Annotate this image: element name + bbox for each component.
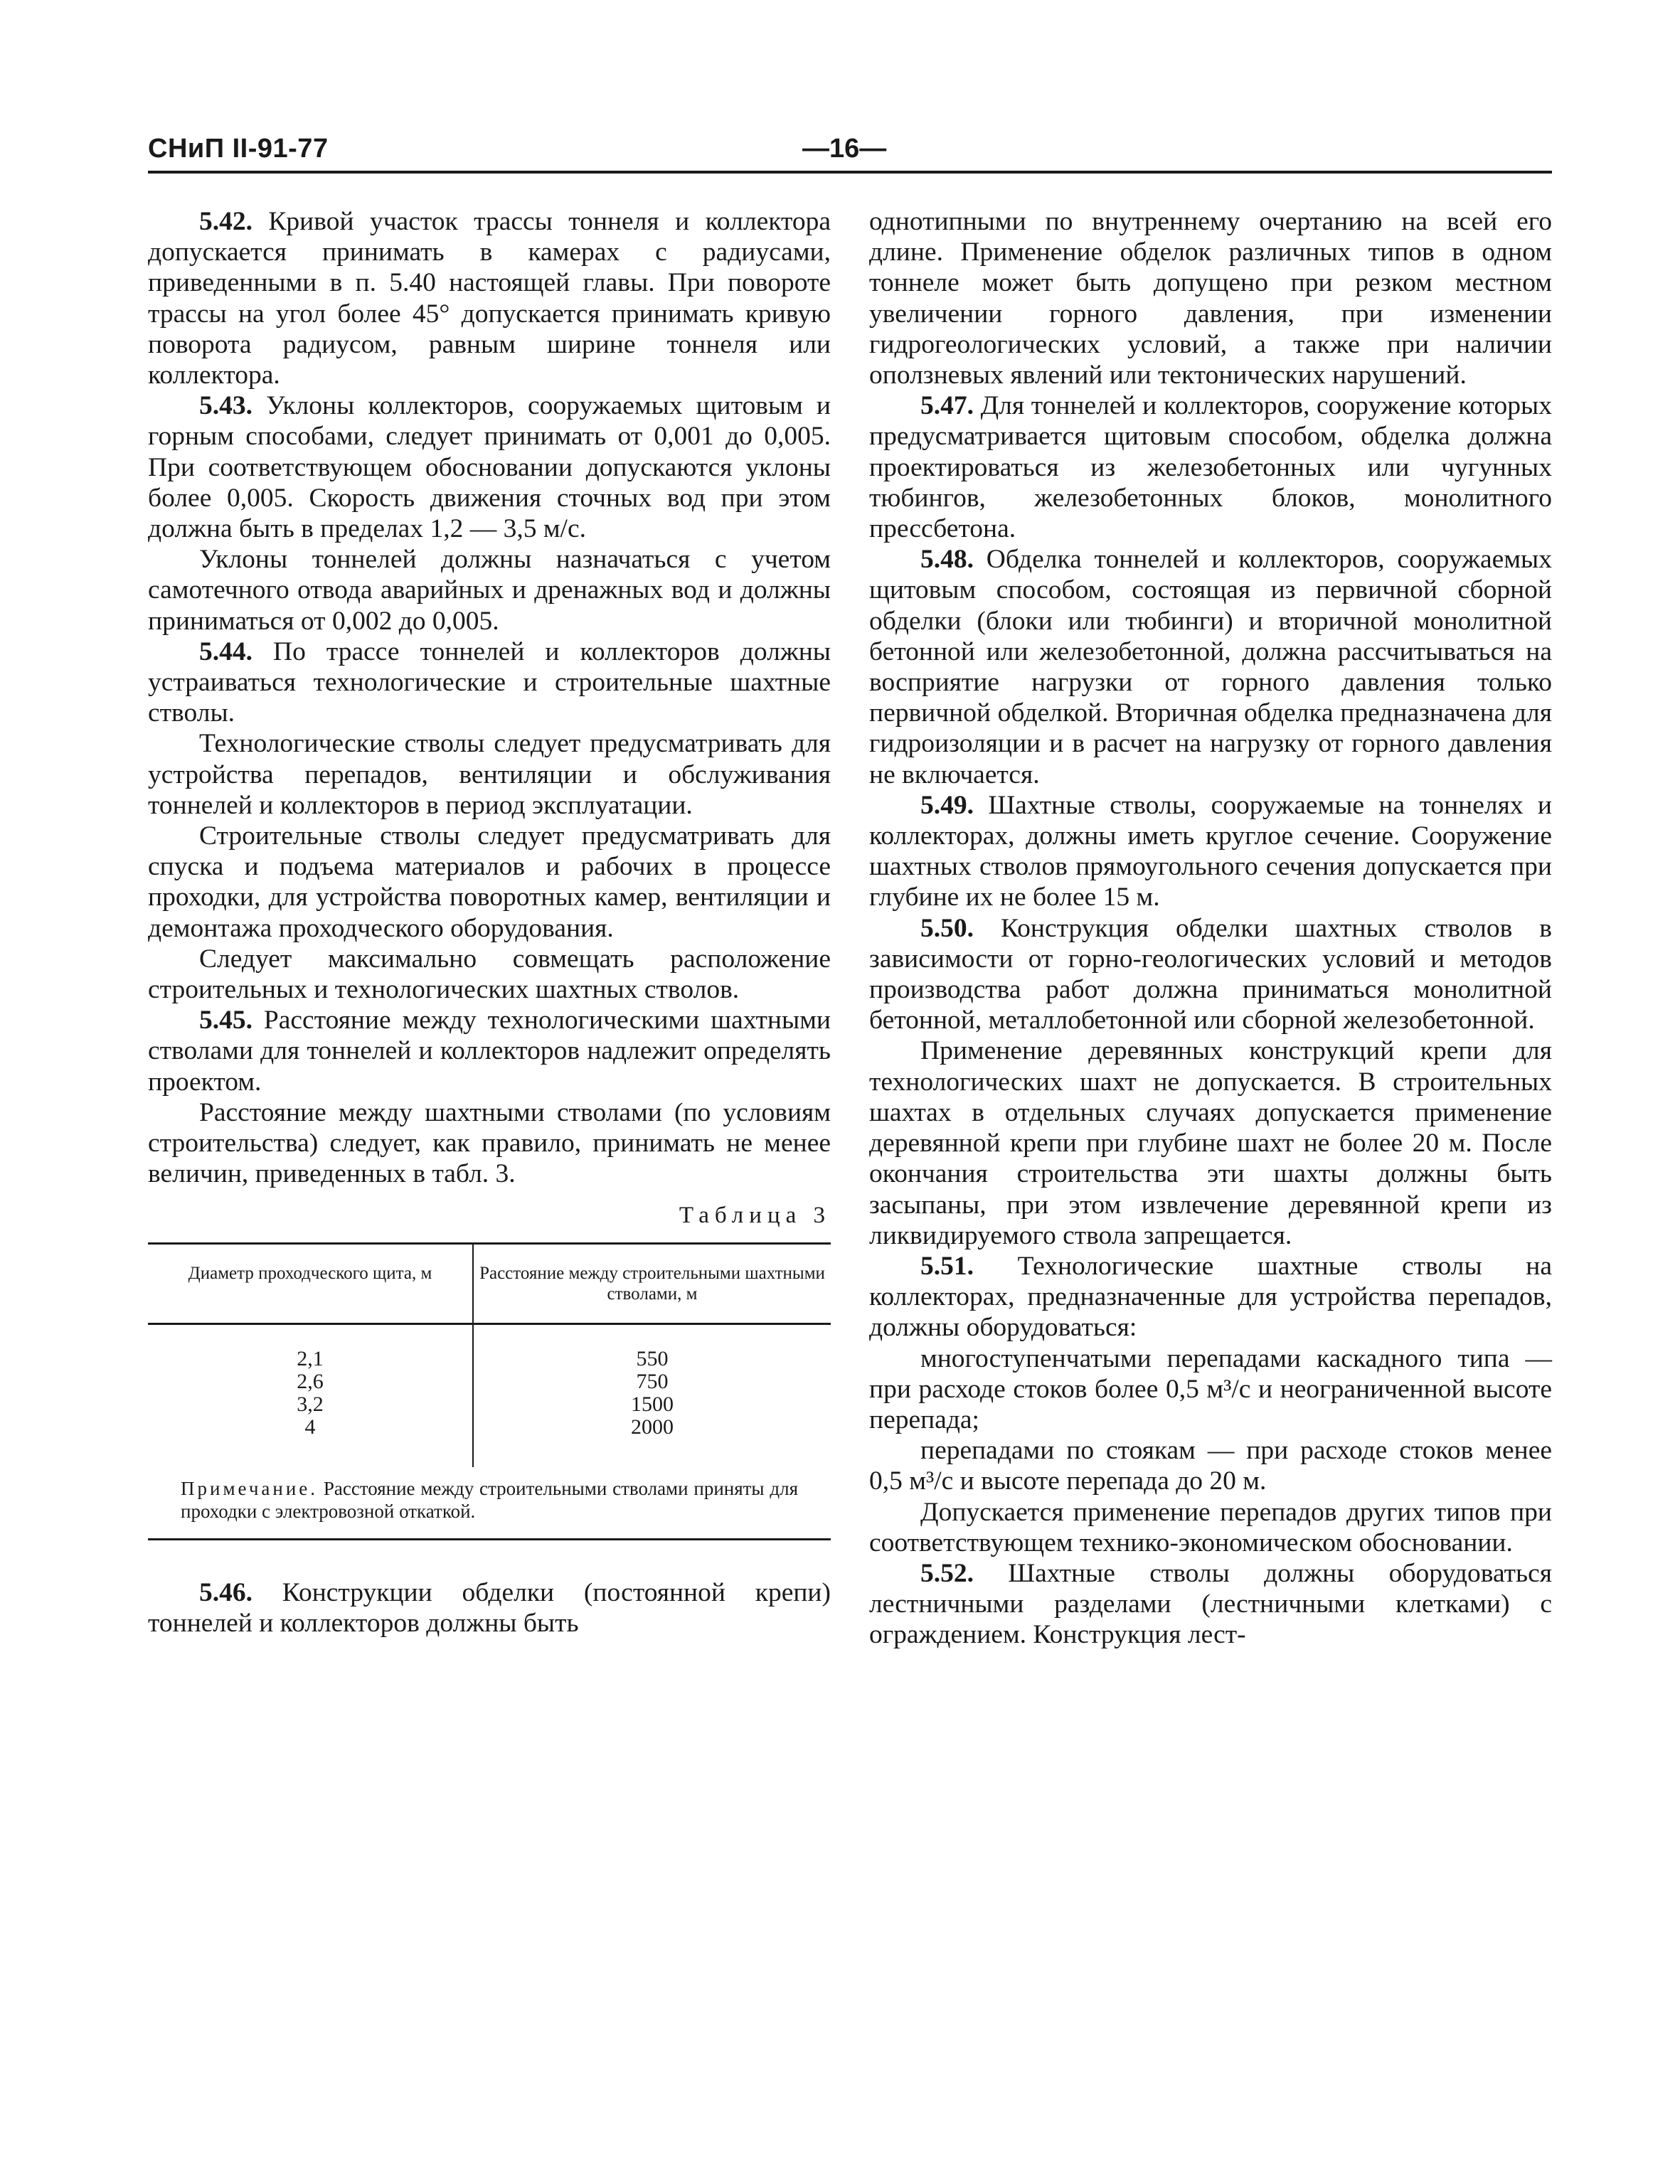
table-3 — [148, 1242, 831, 1540]
clause-5-51: 5.51. Технологические шахтные стволы на коллекторах, предназначенные для устройства перепадов, должны оборудоваться: — [869, 1251, 1552, 1343]
left-column — [148, 206, 831, 1639]
clause-5-45-paragraph-2: Расстояние между шахтными стволами (по условиям строительства) следует, как правило, принимать не менее величин, приведенных в табл. 3. — [148, 1097, 831, 1189]
table-header-row — [148, 1245, 831, 1325]
clause-5-45: 5.45. Расстояние между технологическими шахтными стволами для тоннелей и коллекторов надлежит определять проектом. — [148, 1006, 831, 1097]
clause-5-43-paragraph-2: Уклоны тоннелей должны назначаться с учетом самотечного отвода аварийных и дренажных вод и должны приниматься от 0,002 до 0,005. — [148, 545, 831, 636]
page-number: —16— — [802, 134, 887, 164]
clause-5-44-paragraph-3: Строительные стволы следует предусматривать для спуска и подъема материалов и рабочих в процессе проходки, для устройства поворотных камер, вентиляции и демонтажа проходческого оборудования. — [148, 821, 831, 943]
table-note-label: Примечание. — [181, 1477, 319, 1499]
table-caption: Таблица 3 — [679, 1202, 831, 1228]
table-cell-diameter: 2,1 — [297, 1346, 324, 1370]
clause-5-44: 5.44. По трассе тоннелей и коллекторов должны устраиваться технологические и строительные шахтные стволы. — [148, 636, 831, 728]
clause-5-42: 5.42. Кривой участок трассы тоннеля и коллектора допускается принимать в камерах с радиусами, приведенными в п. 5.40 настоящей главы. При повороте трассы на угол более 45° допускается принимать кривую поворота радиусом, равным ширине тоннеля или коллектора. — [148, 207, 831, 390]
clause-5-46-continuation: однотипными по внутреннему очертанию на всей его длине. Применение обделок различных типов в одном тоннеле может быть допущено при резком местном увеличении горного давления, при изменении гидрогеологических условий, а также при наличии оползневых явлений или тектонических нарушений. — [869, 207, 1552, 390]
document-code: СНиП II-91-77 — [148, 134, 329, 164]
clause-5-44-paragraph-2: Технологические стволы следует предусматривать для устройства перепадов, вентиляции и обслуживания тоннелей и коллекторов в период эксплуатации. — [148, 729, 831, 820]
table-note-text: Расстояние между строительными стволами приняты для проходки с электровозной откаткой. — [181, 1477, 798, 1522]
clause-5-48: 5.48. Обделка тоннелей и коллекторов, сооружаемых щитовым способом, состоящая из первичной сборной обделки (блоки или тюбинги) и вторичной монолитной бетонной или железобетонной, должна рассчитываться на восприятие нагрузки от горного давления только первичной обделкой. Вторичная обделка предназначена для гидроизоляции и в расчет на нагрузку от горного давления не включается. — [869, 545, 1552, 789]
clause-5-46: 5.46. Конструкции обделки (постоянной крепи) тоннелей и коллекторов должны быть — [148, 1577, 831, 1638]
table-cell-distance: 1500 — [631, 1392, 674, 1416]
table-column-distance — [474, 1348, 831, 1439]
table-cell-distance: 2000 — [631, 1415, 674, 1439]
right-column — [869, 206, 1552, 1651]
clause-5-50-paragraph-2: Применение деревянных конструкций крепи для технологических шахт не допускается. В строительных шахтах в отдельных случаях допускается применение деревянной крепи при глубине шахт не более 20 м. После окончания строительства эти шахты должны быть засыпаны, при этом извлечение деревянной крепи из ликвидируемого ствола запрещается. — [869, 1036, 1552, 1250]
header-rule — [148, 171, 1552, 174]
clause-5-47: 5.47. Для тоннелей и коллекторов, сооружение которых предусматривается щитовым способом, обделка должна проектироваться из железобетонных или чугунных тюбингов, железобетонных блоков, монолитного прессбетона. — [869, 391, 1552, 544]
clause-5-44-paragraph-4: Следует максимально совмещать расположение строительных и технологических шахтных стволов. — [148, 944, 831, 1005]
clause-5-49: 5.49. Шахтные стволы, сооружаемые на тоннелях и коллекторах, должны иметь круглое сечение. Сооружение шахтных стволов прямоугольного сечения допускается при глубине их не более 15 м. — [869, 790, 1552, 912]
table-header-distance: Расстояние между строительными шахтными стволами, м — [479, 1263, 825, 1304]
clause-5-51-item-1: многоступенчатыми перепадами каскадного типа — при расходе стоков более 0,5 м³/с и неограниченной высоте перепада; — [869, 1343, 1552, 1434]
table-header-diameter: Диаметр проходческого щита, м — [148, 1245, 474, 1323]
table-cell-diameter: 3,2 — [297, 1392, 324, 1416]
clause-5-43: 5.43. Уклоны коллекторов, сооружаемых щитовым и горным способами, следует принимать от 0,001 до 0,005. При соответствующем обосновании допускаются уклоны более 0,005. Скорость движения сточных вод при этом должна быть в пределах 1,2 — 3,5 м/с. — [148, 391, 831, 544]
table-note — [148, 1467, 831, 1538]
table-cell-distance: 550 — [636, 1346, 669, 1370]
clause-5-50: 5.50. Конструкция обделки шахтных стволов в зависимости от горно-геологических условий и методов производства работ должна приниматься монолитной бетонной, металлобетонной или сборной железобетонной. — [869, 913, 1552, 1035]
clause-5-52: 5.52. Шахтные стволы должны оборудоваться лестничными разделами (лестничными клетками) с ограждением. Конструкция лест- — [869, 1558, 1552, 1650]
clause-5-51-paragraph-4: Допускается применение перепадов других типов при соответствующем технико-экономическом обосновании. — [869, 1497, 1552, 1557]
table-body — [148, 1325, 831, 1467]
table-column-diameter — [148, 1325, 474, 1467]
table-cell-distance: 750 — [636, 1369, 669, 1393]
table-cell-diameter: 2,6 — [297, 1369, 324, 1393]
clause-5-51-item-2: перепадами по стоякам — при расходе стоков менее 0,5 м³/с и высоте перепада до 20 м. — [869, 1436, 1552, 1496]
table-cell-diameter: 4 — [304, 1415, 316, 1439]
